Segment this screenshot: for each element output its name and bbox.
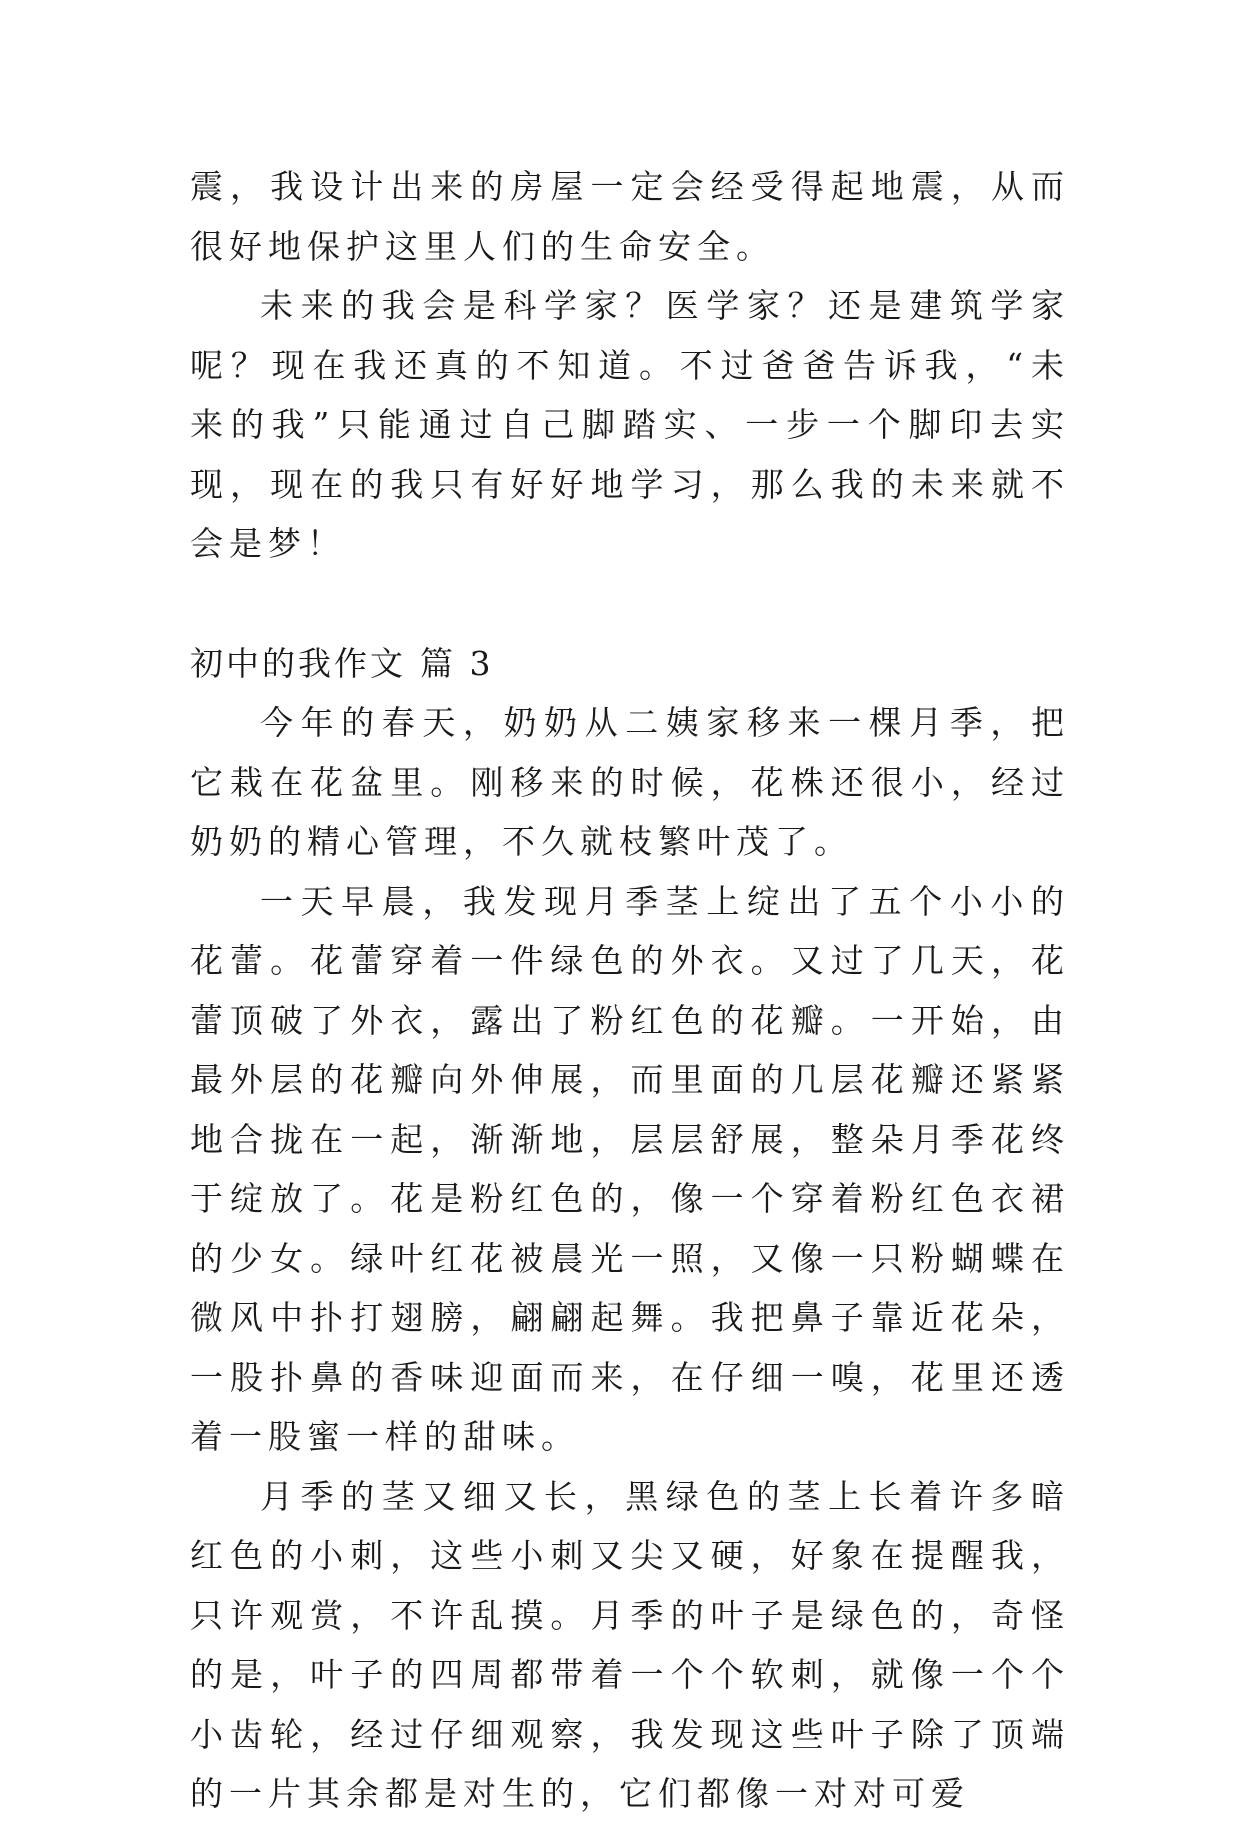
paragraph-spring-rose: 今年的春天，奶奶从二姨家移来一棵月季，把它栽在花盆里。刚移来的时候，花株还很小，经过奶奶的精心管理，不久就枝繁叶茂了。 [190,703,1070,861]
paragraph-flower-bloom: 一天早晨，我发现月季茎上绽出了五个小小的花蕾。花蕾穿着一件绿色的外衣。又过了几天，花蕾顶破了外衣，露出了粉红色的花瓣。一开始，由最外层的花瓣向外伸展，而里面的几层花瓣还紧紧地合拢在一起，渐渐地，层层舒展，整朵月季花终于绽放了。花是粉红色的，像一个穿着粉红色衣裙的少女。绿叶红花被晨光一照，又像一只粉蝴蝶在微风中扑打翅膀，翩翩起舞。我把鼻子靠近花朵，一股扑鼻的香味迎面而来，在仔细一嗅，花里还透着一股蜜一样的甜味。 [190,881,1070,1456]
paragraph-future-me: 未来的我会是科学家？医学家？还是建筑学家呢？现在我还真的不知道。不过爸爸告诉我，“未来的我”只能通过自己脚踏实、一步一个脚印去实现，现在的我只有好好地学习，那么我的未来就不会是梦！ [190,286,1070,563]
section-title: 初中的我作文 [190,643,406,683]
paragraph-continuation: 震，我设计出来的房屋一定会经受得起地震，从而很好地保护这里人们的生命安全。 [190,167,1070,266]
paragraph-stem-leaves: 月季的茎又细又长，黑绿色的茎上长着许多暗红色的小刺，这些小刺又尖又硬，好象在提醒我，只许观赏，不许乱摸。月季的叶子是绿色的，奇怪的是，叶子的四周都带着一个个软刺，就像一个个小齿轮，经过仔细观察，我发现这些叶子除了顶端的一片其余都是对生的，它们都像一对对可爱 [190,1476,1070,1813]
document-body [190,157,1070,1824]
section-label: 篇 3 [420,643,494,683]
section-heading [190,634,1070,694]
